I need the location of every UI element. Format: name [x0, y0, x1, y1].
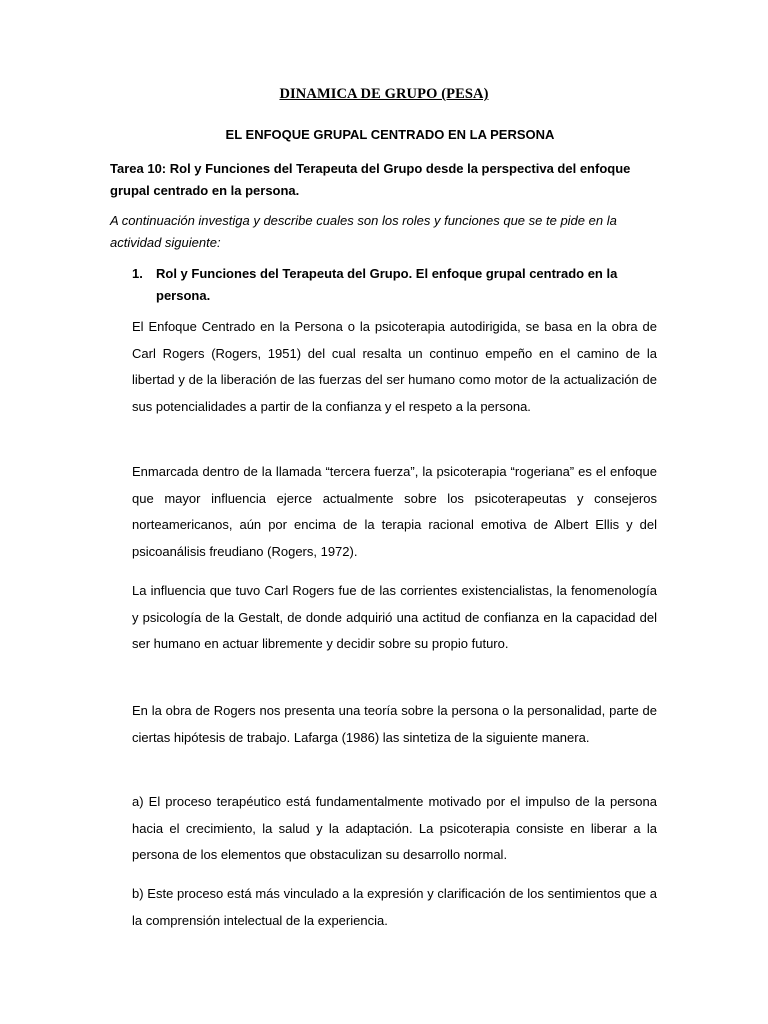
paragraph: Enmarcada dentro de la llamada “tercera fuerza”, la psicoterapia “rogeriana” es el enfoque que mayor influencia ejerce actualmente sobre los psicoterapeutas y consejeros norteamericanos, aún por encima de la terapia racional emotiva de Albert Ellis y del psicoanálisis freudiano (Rogers, 1972).: [132, 464, 657, 559]
paragraph: La influencia que tuvo Carl Rogers fue de las corrientes existencialistas, la fenomenología y psicología de la Gestalt, de donde adquirió una actitud de confianza en la capacidad del ser humano en actuar libremente y decidir sobre su propio futuro.: [132, 583, 657, 651]
list-item-number: 1.: [132, 266, 143, 281]
document-title: DINAMICA DE GRUPO (PESA): [279, 86, 489, 102]
instruction-text: A continuación investiga y describe cuales son los roles y funciones que se te pide en la actividad siguiente:: [110, 213, 617, 250]
paragraph: a) El proceso terapéutico está fundamentalmente motivado por el impulso de la persona hacia el crecimiento, la salud y la adaptación. La psicoterapia consiste en liberar a la persona de los elementos que obstaculizan su desarrollo normal.: [132, 794, 657, 862]
paragraph: El Enfoque Centrado en la Persona o la psicoterapia autodirigida, se basa en la obra de Carl Rogers (Rogers, 1951) del cual resalta un continuo empeño en el camino de la libertad y de la liberación de las fuerzas del ser humano como motor de la actualización de sus potencialidades a partir de la confianza y el respeto a la persona.: [132, 319, 657, 414]
paragraph: En la obra de Rogers nos presenta una teoría sobre la persona o la personalidad, parte de ciertas hipótesis de trabajo. Lafarga (1986) las sintetiza de la siguiente manera.: [132, 703, 657, 745]
document-subtitle: EL ENFOQUE GRUPAL CENTRADO EN LA PERSONA: [225, 127, 555, 142]
list-item: [132, 263, 652, 307]
paragraph: b) Este proceso está más vinculado a la expresión y clarificación de los sentimientos que a la comprensión intelectual de la experiencia.: [132, 886, 657, 928]
list-item-text: Rol y Funciones del Terapeuta del Grupo. El enfoque grupal centrado en la persona.: [156, 266, 618, 303]
task-heading: Tarea 10: Rol y Funciones del Terapeuta del Grupo desde la perspectiva del enfoque grupal centrado en la persona.: [110, 161, 631, 198]
